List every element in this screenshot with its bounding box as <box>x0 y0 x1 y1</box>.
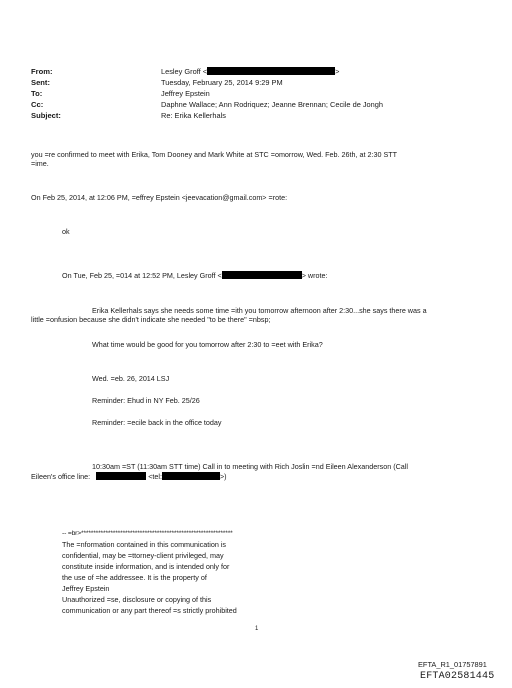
bates-id-small: EFTA_R1_01757891 <box>418 660 487 669</box>
disclaimer-stars: -- =br>************************************************************** <box>62 530 233 537</box>
from-name: Lesley Groff < <box>161 67 208 76</box>
date-line: Wed. =eb. 26, 2014 LSJ <box>92 374 170 383</box>
to-label: To: <box>31 89 43 98</box>
from-suffix: > <box>335 67 340 76</box>
disclaimer-line: communication or any part thereof =s strictly prohibited <box>62 606 237 615</box>
disclaimer-line: Jeffrey Epstein <box>62 584 110 593</box>
call-line-1: 10:30am =ST (11:30am STT time) Call in to meeting with Rich Joslin =nd Eileen Alexanderson (Call <box>92 462 409 471</box>
call-line-2-suffix: >) <box>219 472 227 481</box>
body-line-2: =ime. <box>31 159 49 168</box>
reply-ok: ok <box>62 227 70 236</box>
to-value: Jeffrey Epstein <box>161 89 210 98</box>
reminder-line-2: Reminder: =ecile back in the office today <box>92 418 222 427</box>
disclaimer-line: confidential, may be =ttorney-client privileged, may <box>62 551 224 560</box>
cc-label: Cc: <box>31 100 44 109</box>
redaction-bar <box>162 472 220 480</box>
call-line-2 <box>31 472 227 481</box>
subject-label: Subject: <box>31 111 61 120</box>
call-line-2-tel: <tel: <box>148 472 162 481</box>
disclaimer-line: The =nformation contained in this communication is <box>62 540 226 549</box>
reminder-line-1: Reminder: Ehud in NY Feb. 25/26 <box>92 396 200 405</box>
erika-line-1: Erika Kellerhals says she needs some time =ith you tomorrow afternoon after 2:30...she says there was a <box>92 306 427 315</box>
call-line-2-prefix: Eileen's office line: <box>31 472 91 481</box>
quote-header-2-prefix: On Tue, Feb 25, =014 at 12:52 PM, Lesley Groff < <box>62 271 222 280</box>
disclaimer-line: Unauthorized =se, disclosure or copying of this <box>62 595 212 604</box>
redaction-bar <box>96 472 146 480</box>
quote-header-2 <box>62 271 327 280</box>
from-label: From: <box>31 67 53 76</box>
from-value <box>161 67 339 77</box>
bates-id-large: EFTA02581445 <box>420 671 495 682</box>
disclaimer-line: constitute inside information, and is intended only for <box>62 562 230 571</box>
question-line: What time would be good for you tomorrow after 2:30 to =eet with Erika? <box>92 340 323 349</box>
erika-line-2: little =onfusion because she didn't indicate she needed "to be there" =nbsp; <box>31 315 271 324</box>
cc-value: Daphne Wallace; Ann Rodriquez; Jeanne Brennan; Cecile de Jongh <box>161 100 383 109</box>
quote-header-2-suffix: > wrote: <box>301 271 328 280</box>
page-number: 1 <box>255 626 259 632</box>
sent-value: Tuesday, February 25, 2014 9:29 PM <box>161 78 283 87</box>
body-line-1: you =re confirmed to meet with Erika, Tom Dooney and Mark White at STC =omorrow, Wed. Feb. 26th, at 2:30 STT <box>31 150 398 159</box>
subject-value: Re: Erika Kellerhals <box>161 111 226 120</box>
quote-header-1: On Feb 25, 2014, at 12:06 PM, =effrey Epstein <jeevacation@gmail.com> =rote: <box>31 193 288 202</box>
disclaimer-line: the use of =he addressee. It is the property of <box>62 573 207 582</box>
redaction-bar <box>222 271 302 279</box>
sent-label: Sent: <box>31 78 50 87</box>
redaction-bar <box>207 67 335 75</box>
